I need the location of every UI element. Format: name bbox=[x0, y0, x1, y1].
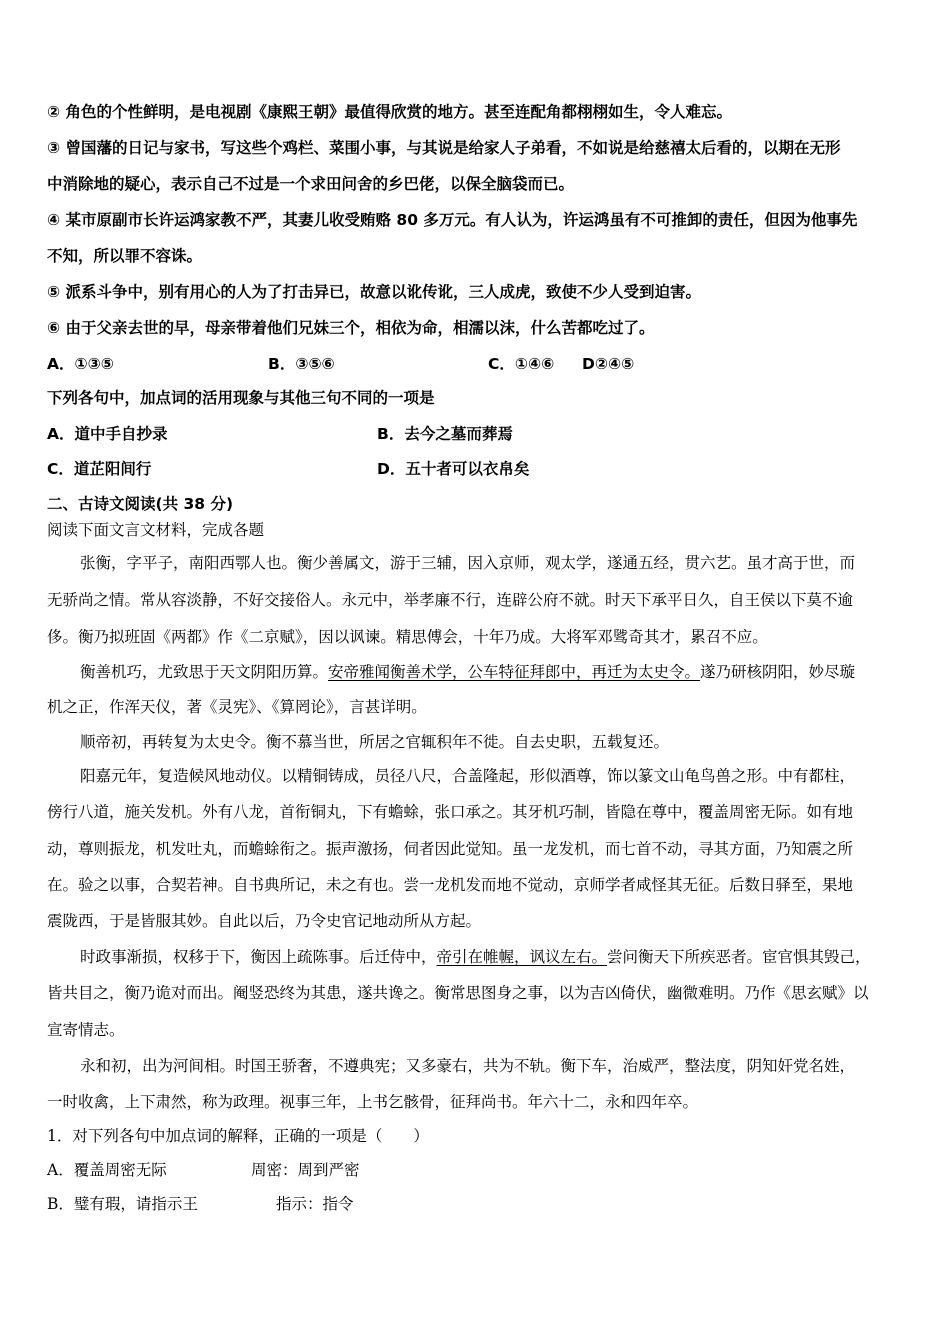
q1-option-a-text: A．覆盖周密无际 bbox=[47, 1161, 167, 1179]
q2-option-d: D．五十者可以衣帛矣 bbox=[377, 460, 530, 478]
passage-p5-line-3: 宣寄情志。 bbox=[47, 1021, 125, 1039]
passage-p5-line-2: 皆共目之，衡乃诡对而出。阉竖恐终为其患，遂共谗之。衡常思图身之事，以为吉凶倚伏，幽微难明。乃作《思玄赋》以 bbox=[47, 984, 869, 1002]
sentence-3-line-2: 中消除地的疑心，表示自己不过是一个求田问舍的乡巴佬，以保全脑袋而已。 bbox=[47, 175, 575, 193]
sentence-4-line-1: ④ 某市原副市长许运鸿家教不严，其妻儿收受贿赂 80 多万元。有人认为，许运鸿虽有不可推卸的责任，但因为他事先 bbox=[47, 211, 858, 229]
option-c: C．①④⑥ bbox=[488, 355, 555, 373]
passage-p2-text-b: 遂乃研核阴阳，妙尽璇 bbox=[700, 663, 856, 681]
sentence-4-line-2: 不知，所以罪不容诛。 bbox=[47, 247, 203, 265]
question-1-stem: 1．对下列各句中加点词的解释，正确的一项是（ ） bbox=[47, 1127, 429, 1145]
underlined-sentence-1: 安帝雅闻衡善术学，公车特征拜郎中，再迁为太史令。 bbox=[328, 663, 701, 681]
passage-p2-text-a: 衡善机巧，尤致思于天文阴阳历算。 bbox=[80, 663, 329, 681]
passage-p6-line-1: 永和初，出为河间相。时国王骄奢，不遵典宪；又多豪右，共为不轨。衡下车，治威严，整法度，阴知奸党名姓， bbox=[80, 1057, 856, 1075]
section-title: 二、古诗文阅读(共 38 分) bbox=[47, 495, 234, 513]
q2-option-c: C．道芷阳间行 bbox=[47, 460, 152, 478]
passage-p5-line-1 bbox=[80, 947, 871, 967]
passage-p3-line-1: 顺帝初，再转复为太史令。衡不慕当世，所居之官辄积年不徙。自去史职，五载复还。 bbox=[80, 733, 670, 751]
passage-p2-line-1 bbox=[80, 662, 855, 682]
passage-p4-line-1: 阳嘉元年，复造候风地动仪。以精铜铸成，员径八尺，合盖隆起，形似酒尊，饰以篆文山龟鸟兽之形。中有都柱， bbox=[80, 767, 856, 785]
passage-p1-line-3: 侈。衡乃拟班固《两都》作《二京赋》，因以讽谏。精思傅会，十年乃成。大将军邓骘奇其才，累召不应。 bbox=[47, 628, 768, 646]
passage-p5-text-b: 尝问衡天下所疾恶者。宦官惧其毁己， bbox=[607, 948, 871, 966]
sentence-5: ⑤ 派系斗争中，别有用心的人为了打击异已，故意以讹传讹，三人成虎，致使不少人受到迫害。 bbox=[47, 283, 702, 301]
passage-p5-text-a: 时政事渐损，权移于下，衡因上疏陈事。后迁侍中， bbox=[80, 948, 437, 966]
q1-option-b-gloss: 指示：指令 bbox=[276, 1195, 354, 1213]
underlined-sentence-2: 帝引在帷幄，讽议左右。 bbox=[436, 948, 608, 966]
option-b: B．③⑤⑥ bbox=[268, 355, 335, 373]
passage-p4-line-4: 在。验之以事，合契若神。自书典所记，未之有也。尝一龙机发而地不觉动，京师学者咸怪其无征。后数日驿至，果地 bbox=[47, 876, 854, 894]
passage-p6-line-2: 一时收禽，上下肃然，称为政理。视事三年，上书乞骸骨，征拜尚书。年六十二，永和四年卒。 bbox=[47, 1093, 699, 1111]
sentence-3-line-1: ③ 曾国藩的日记与家书，写这些个鸡栏、菜围小事，与其说是给家人子弟看，不如说是给慈禧太后看的，以期在无形 bbox=[47, 139, 841, 157]
option-a: A．①③⑤ bbox=[47, 355, 114, 373]
passage-p4-line-5: 震陇西，于是皆服其妙。自此以后，乃令史官记地动所从方起。 bbox=[47, 912, 482, 930]
sentence-6: ⑥ 由于父亲去世的早，母亲带着他们兄妹三个，相依为命，相濡以沫，什么苦都吃过了。 bbox=[47, 319, 655, 337]
passage-p4-line-3: 动，尊则振龙，机发吐丸，而蟾蜍衔之。振声激扬，伺者因此觉知。虽一龙发机，而七首不动，寻其方面，乃知震之所 bbox=[47, 840, 854, 858]
q1-option-b-text: B．璧有瑕，请指示王 bbox=[47, 1195, 198, 1213]
q1-option-a-gloss: 周密：周到严密 bbox=[251, 1161, 360, 1179]
question-2-stem: 下列各句中，加点词的活用现象与其他三句不同的一项是 bbox=[47, 389, 435, 407]
sentence-2: ② 角色的个性鲜明，是电视剧《康熙王朝》最值得欣赏的地方。甚至连配角都栩栩如生，令人难忘。 bbox=[47, 103, 733, 121]
option-d: D②④⑤ bbox=[582, 355, 635, 373]
q2-option-b: B．去今之墓而葬焉 bbox=[377, 425, 513, 443]
q2-option-a: A．道中手自抄录 bbox=[47, 425, 168, 443]
passage-p1-line-2: 无骄尚之情。常从容淡静，不好交接俗人。永元中，举孝廉不行，连辟公府不就。时天下承平日久，自王侯以下莫不逾 bbox=[47, 591, 854, 609]
passage-p1-line-1: 张衡，字平子，南阳西鄂人也。衡少善属文，游于三辅，因入京师，观太学，遂通五经，贯六艺。虽才高于世，而 bbox=[80, 554, 856, 572]
reading-intro: 阅读下面文言文材料，完成各题 bbox=[47, 521, 265, 539]
passage-p4-line-2: 傍行八道，施关发机。外有八龙，首衔铜丸，下有蟾蜍，张口承之。其牙机巧制，皆隐在尊中，覆盖周密无际。如有地 bbox=[47, 803, 854, 821]
passage-p2-line-2: 机之正，作浑天仪，著《灵宪》、《算罔论》，言甚详明。 bbox=[47, 698, 427, 716]
